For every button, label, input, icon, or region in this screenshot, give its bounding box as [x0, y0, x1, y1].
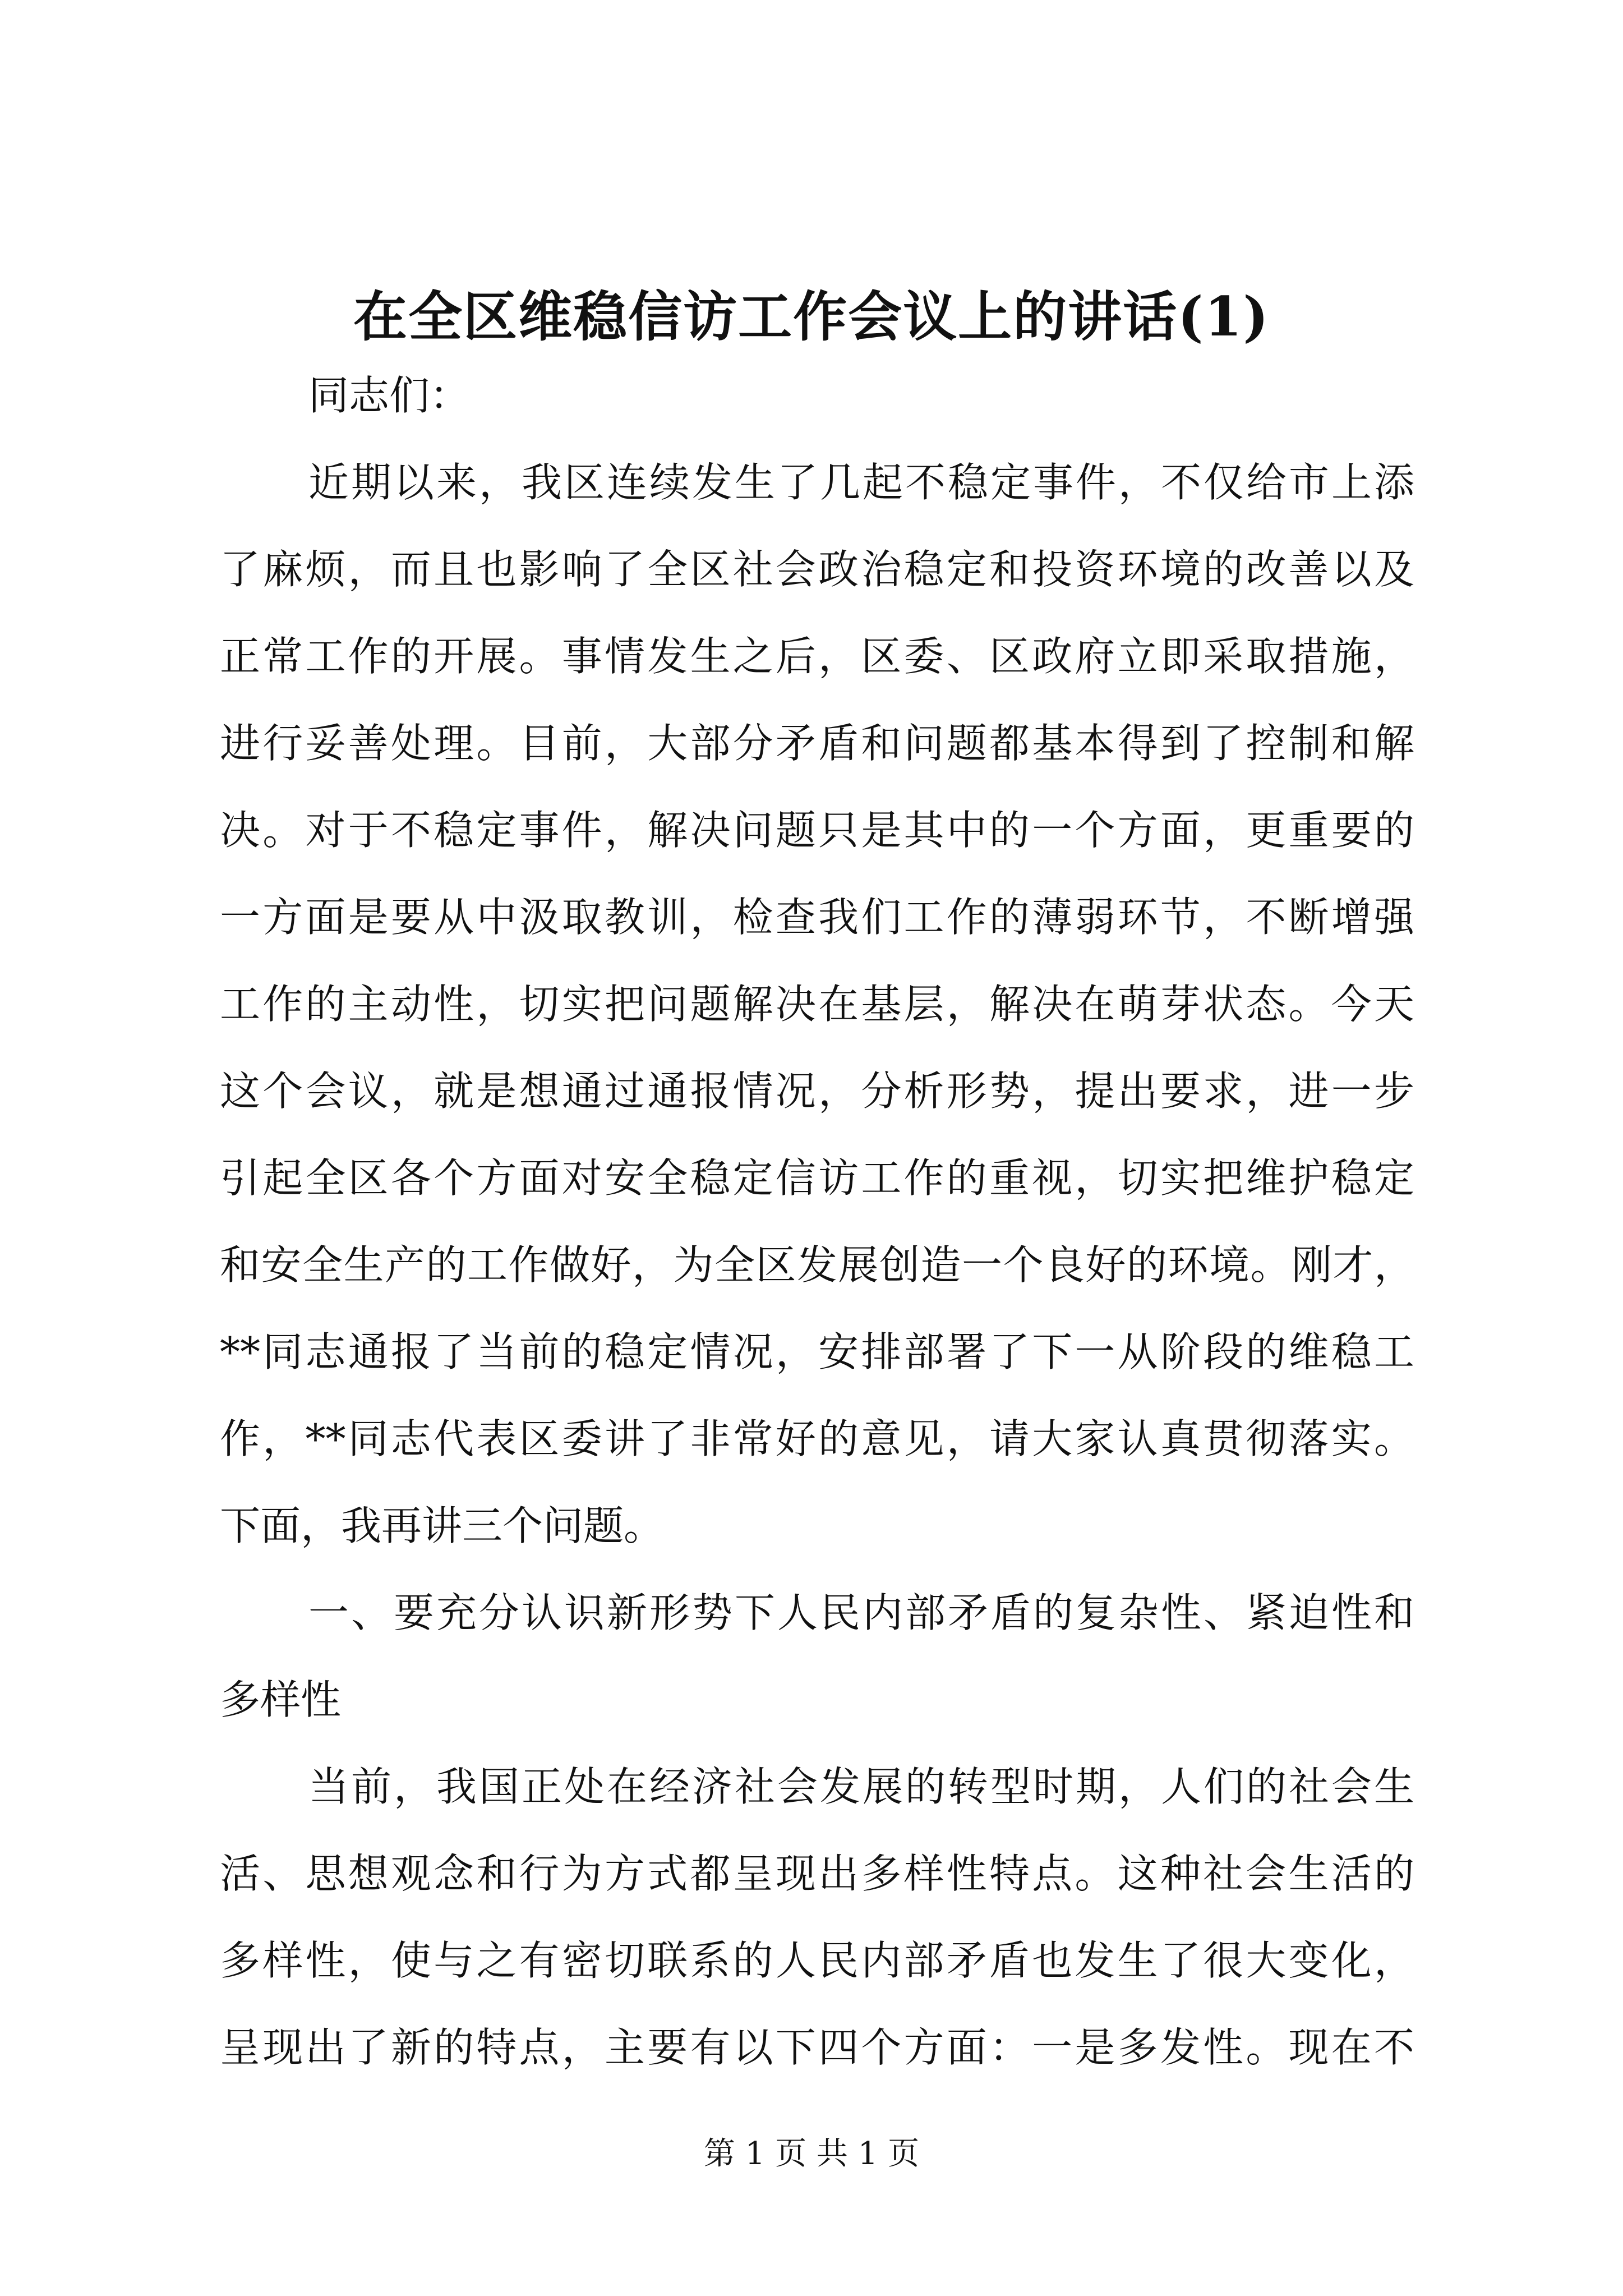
body-line: 当前，我国正处在经济社会发展的转型时期，人们的社会生 [308, 1763, 1414, 1810]
body-line: 近期以来，我区连续发生了几起不稳定事件，不仅给市上添 [308, 459, 1414, 506]
section-heading: 一、要充分认识新形势下人民内部矛盾的复杂性、紧迫性和 [308, 1589, 1414, 1636]
body-line: 和安全生产的工作做好，为全区发展创造一个良好的环境。刚才， [220, 1241, 1414, 1289]
body-line: 进行妥善处理。目前，大部分矛盾和问题都基本得到了控制和解 [220, 720, 1414, 767]
body-line: 决。对于不稳定事件，解决问题只是其中的一个方面，更重要的 [220, 807, 1414, 854]
body-line: 工作的主动性，切实把问题解决在基层，解决在萌芽状态。今天 [220, 981, 1414, 1028]
body-line: 下面，我再讲三个问题。 [220, 1502, 665, 1549]
salutation: 同志们： [308, 372, 471, 419]
body-line: 呈现出了新的特点，主要有以下四个方面：一是多发性。现在不 [220, 2024, 1414, 2071]
section-heading: 多样性 [220, 1676, 342, 1723]
body-line: 引起全区各个方面对安全稳定信访工作的重视，切实把维护稳定 [220, 1154, 1414, 1202]
body-line: 这个会议，就是想通过通报情况，分析形势，提出要求，进一步 [220, 1068, 1414, 1115]
page-footer: 第 1 页 共 1 页 [703, 2136, 920, 2172]
body-line: 多样性，使与之有密切联系的人民内部矛盾也发生了很大变化， [220, 1937, 1414, 1984]
body-line: 作，**同志代表区委讲了非常好的意见，请大家认真贯彻落实。 [220, 1415, 1414, 1462]
body-line: 一方面是要从中汲取教训，检查我们工作的薄弱环节，不断增强 [220, 894, 1414, 941]
body-line: 活、思想观念和行为方式都呈现出多样性特点。这种社会生活的 [220, 1850, 1414, 1897]
body-line: 正常工作的开展。事情发生之后，区委、区政府立即采取措施， [220, 633, 1414, 680]
body-line: 了麻烦，而且也影响了全区社会政治稳定和投资环境的改善以及 [220, 546, 1414, 593]
document-title: 在全区维稳信访工作会议上的讲话(1) [353, 285, 1270, 348]
body-line: **同志通报了当前的稳定情况，安排部署了下一从阶段的维稳工 [220, 1328, 1414, 1375]
